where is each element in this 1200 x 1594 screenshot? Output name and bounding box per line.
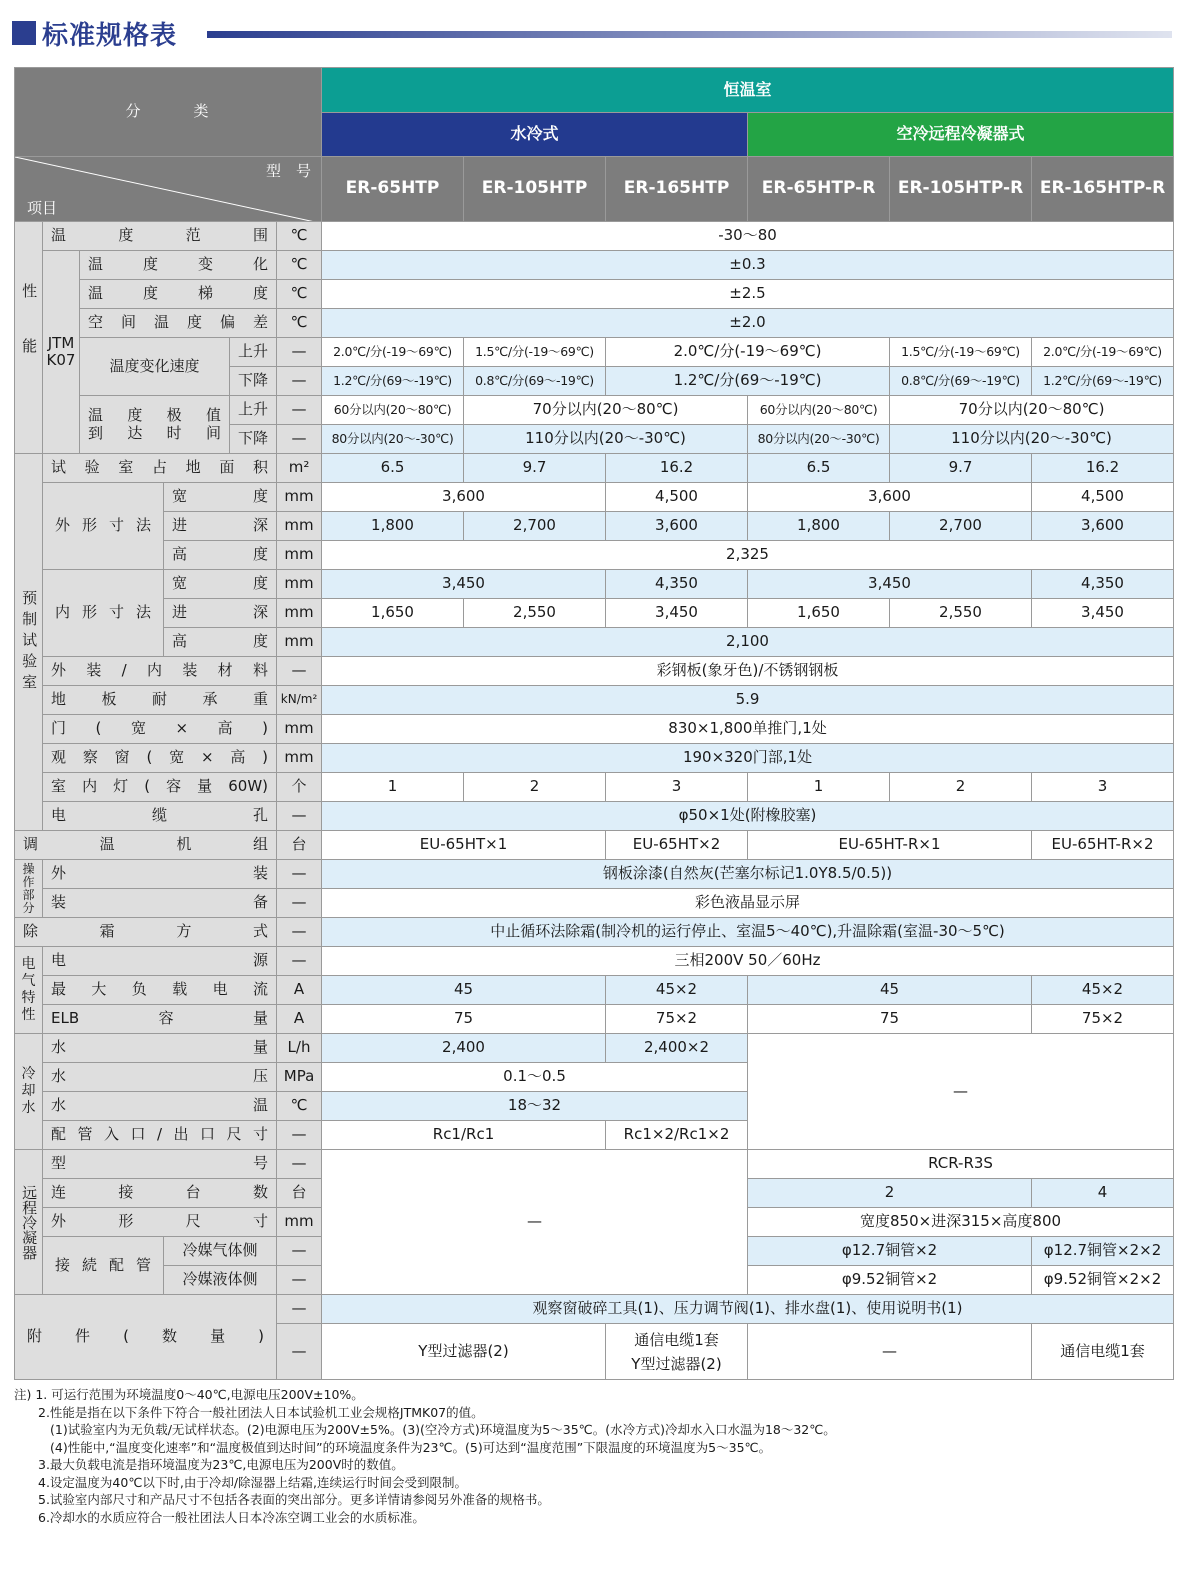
- defrost-unit: —: [277, 918, 322, 947]
- item-label: 项目: [27, 198, 58, 217]
- unit-value: EU-65HT-R×1: [748, 831, 1032, 860]
- water-volume-unit: L/h: [277, 1034, 322, 1063]
- exterior-value: 钢板涂漆(自然灰(芒塞尔标记1.0Y8.5/0.5)): [322, 860, 1174, 889]
- power-label: 电源: [43, 947, 277, 976]
- title-square-icon: [12, 21, 36, 45]
- outer-depth-value: 2,700: [890, 512, 1032, 541]
- water-pressure-value: 0.1～0.5: [322, 1063, 748, 1092]
- power-value: 三相200V 50／60Hz: [322, 947, 1174, 976]
- cable-hole-label: 电缆孔: [43, 802, 277, 831]
- reach-up-unit: —: [277, 396, 322, 425]
- material-unit: —: [277, 657, 322, 686]
- elb-value: 75: [748, 1005, 1032, 1034]
- condenser-na: —: [322, 1150, 748, 1295]
- inner-depth-label: 进深: [164, 599, 277, 628]
- model-er-105htp-r: ER-105HTP-R: [890, 157, 1032, 222]
- reach-up-value: 70分以内(20～80℃): [890, 396, 1174, 425]
- rate-down-value: 1.2℃/分(69～-19℃): [322, 367, 464, 396]
- water-volume-value: 2,400: [322, 1034, 606, 1063]
- area-value: 16.2: [1032, 454, 1174, 483]
- current-label: 最大负载电流: [43, 976, 277, 1005]
- model-er-65htp: ER-65HTP: [322, 157, 464, 222]
- accessory-filter-value: Y型过滤器(2): [322, 1324, 606, 1380]
- area-label: 试验室占地面积: [43, 454, 277, 483]
- rate-up-value: 1.5℃/分(-19～69℃): [890, 338, 1032, 367]
- unit-unit: 台: [277, 831, 322, 860]
- space-dev-value: ±2.0: [322, 309, 1174, 338]
- equipment-value: 彩色液晶显示屏: [322, 889, 1174, 918]
- water-cooled-header: 水冷式: [322, 113, 748, 157]
- space-dev-unit: ℃: [277, 309, 322, 338]
- outer-depth-value: 1,800: [322, 512, 464, 541]
- pipe-size-value: Rc1/Rc1: [322, 1121, 606, 1150]
- inner-width-value: 4,350: [1032, 570, 1174, 599]
- note-line: 2.性能是指在以下条件下符合一般社团法人日本试验机工业会规格JTMK07的值。: [38, 1404, 484, 1420]
- condenser-count-label: 连接台数: [43, 1179, 277, 1208]
- title-gradient-line: [207, 31, 1172, 38]
- rate-down-value: 1.2℃/分(69～-19℃): [1032, 367, 1174, 396]
- electric-group-label: 电气特性: [15, 947, 43, 1034]
- elb-value: 75×2: [1032, 1005, 1174, 1034]
- temp-range-label: 温度范围: [43, 222, 277, 251]
- light-value: 3: [1032, 773, 1174, 802]
- outer-depth-label: 进深: [164, 512, 277, 541]
- rate-up-value: 2.0℃/分(-19～69℃): [606, 338, 890, 367]
- notes: [14, 1386, 836, 1526]
- current-value: 45: [322, 976, 606, 1005]
- condenser-count-value: 4: [1032, 1179, 1174, 1208]
- spec-table: [14, 67, 1174, 1380]
- area-value: 9.7: [464, 454, 606, 483]
- water-pressure-label: 水压: [43, 1063, 277, 1092]
- unit-label: 调温机组: [15, 831, 277, 860]
- current-value: 45×2: [606, 976, 748, 1005]
- defrost-label: 除霜方式: [15, 918, 277, 947]
- inner-dim-label: 内形寸法: [43, 570, 164, 657]
- accessory-common-value: 观察窗破碎工具(1)、压力调节阀(1)、排水盘(1)、使用说明书(1): [322, 1295, 1174, 1324]
- area-value: 16.2: [606, 454, 748, 483]
- rate-down-value: 0.8℃/分(69～-19℃): [890, 367, 1032, 396]
- model-item-corner: [15, 157, 322, 222]
- inner-width-unit: mm: [277, 570, 322, 599]
- condenser-count-value: 2: [748, 1179, 1032, 1208]
- liquid-side-unit: —: [277, 1266, 322, 1295]
- outer-height-label: 高度: [164, 541, 277, 570]
- temp-fluct-unit: ℃: [277, 251, 322, 280]
- condenser-count-unit: 台: [277, 1179, 322, 1208]
- exterior-label: 外装: [43, 860, 277, 889]
- area-unit: m²: [277, 454, 322, 483]
- condenser-model-label: 型号: [43, 1150, 277, 1179]
- outer-height-value: 2,325: [322, 541, 1174, 570]
- rate-down-value: 0.8℃/分(69～-19℃): [464, 367, 606, 396]
- power-unit: —: [277, 947, 322, 976]
- area-value: 6.5: [322, 454, 464, 483]
- page-title: 标准规格表: [42, 21, 178, 51]
- reach-down-value: 110分以内(20～-30℃): [464, 425, 748, 454]
- window-value: 190×320门部,1处: [322, 744, 1174, 773]
- condenser-size-label: 外形尺寸: [43, 1208, 277, 1237]
- model-er-165htp: ER-165HTP: [606, 157, 748, 222]
- outer-width-value: 4,500: [606, 483, 748, 512]
- inner-height-unit: mm: [277, 628, 322, 657]
- elb-value: 75: [322, 1005, 606, 1034]
- water-temp-value: 18～32: [322, 1092, 748, 1121]
- outer-depth-value: 2,700: [464, 512, 606, 541]
- liquid-side-value: φ9.52铜管×2: [748, 1266, 1032, 1295]
- reach-label-line2: 到达时间: [88, 423, 221, 442]
- inner-height-label: 高度: [164, 628, 277, 657]
- outer-width-label: 宽度: [164, 483, 277, 512]
- note-line: 注) 1. 可运行范围为环境温度0～40℃,电源电压200V±10%。: [14, 1387, 364, 1402]
- accessory-comm-line1: 通信电缆1套: [634, 1330, 719, 1349]
- temp-range-unit: ℃: [277, 222, 322, 251]
- outer-depth-unit: mm: [277, 512, 322, 541]
- light-label: 室内灯(容量60W): [43, 773, 277, 802]
- accessory-comm-line2: Y型过滤器(2): [631, 1354, 722, 1373]
- note-line: (1)试验室内为无负载/无试样状态。(2)电源电压为200V±5%。(3)(空冷方式)环境温度为5～35℃。(水冷方式)冷却水入口水温为18～32℃。: [50, 1422, 836, 1437]
- outer-depth-value: 1,800: [748, 512, 890, 541]
- rate-down-unit: —: [277, 367, 322, 396]
- category-header: 分 类: [15, 68, 322, 157]
- elb-label: ELB容量: [43, 1005, 277, 1034]
- window-unit: mm: [277, 744, 322, 773]
- unit-value: EU-65HT×1: [322, 831, 606, 860]
- door-value: 830×1,800单推门,1处: [322, 715, 1174, 744]
- reach-down-label: 下降: [230, 425, 277, 454]
- model-er-105htp: ER-105HTP: [464, 157, 606, 222]
- elb-value: 75×2: [606, 1005, 748, 1034]
- rate-up-unit: —: [277, 338, 322, 367]
- inner-height-value: 2,100: [322, 628, 1174, 657]
- water-temp-unit: ℃: [277, 1092, 322, 1121]
- gas-side-value: φ12.7铜管×2: [748, 1237, 1032, 1266]
- accessory-common-unit: —: [277, 1295, 322, 1324]
- outer-width-value: 3,600: [748, 483, 1032, 512]
- pipe-size-label: 配管入口/出口尺寸: [43, 1121, 277, 1150]
- water-pressure-unit: MPa: [277, 1063, 322, 1092]
- unit-value: EU-65HT-R×2: [1032, 831, 1174, 860]
- gas-side-label: 冷媒气体侧: [164, 1237, 277, 1266]
- inner-width-value: 3,450: [322, 570, 606, 599]
- model-label: 型 号: [266, 162, 312, 180]
- outer-width-value: 3,600: [322, 483, 606, 512]
- rate-down-label: 下降: [230, 367, 277, 396]
- accessory-extra-unit: —: [277, 1324, 322, 1380]
- floor-load-unit: kN/m²: [277, 686, 322, 715]
- outer-width-unit: mm: [277, 483, 322, 512]
- defrost-value: 中止循环法除霜(制冷机的运行停止、室温5～40℃),升温除霜(室温-30～5℃): [322, 918, 1174, 947]
- exterior-unit: —: [277, 860, 322, 889]
- equipment-label: 装备: [43, 889, 277, 918]
- light-value: 1: [748, 773, 890, 802]
- model-er-165htp-r: ER-165HTP-R: [1032, 157, 1174, 222]
- water-volume-label: 水量: [43, 1034, 277, 1063]
- liquid-side-value: φ9.52铜管×2×2: [1032, 1266, 1174, 1295]
- light-value: 1: [322, 773, 464, 802]
- condenser-size-value: 宽度850×进深315×高度800: [748, 1208, 1174, 1237]
- temp-fluct-value: ±0.3: [322, 251, 1174, 280]
- equipment-unit: —: [277, 889, 322, 918]
- reach-up-value: 60分以内(20～80℃): [748, 396, 890, 425]
- operation-group-label: 操作部分: [15, 860, 43, 918]
- reach-down-value: 80分以内(20～-30℃): [748, 425, 890, 454]
- reach-up-label: 上升: [230, 396, 277, 425]
- rate-up-value: 2.0℃/分(-19～69℃): [1032, 338, 1174, 367]
- note-line: 4.设定温度为40℃以下时,由于冷却/除湿器上结霜,连续运行时间会受到限制。: [38, 1474, 468, 1490]
- rate-up-label: 上升: [230, 338, 277, 367]
- current-value: 45×2: [1032, 976, 1174, 1005]
- temp-grad-value: ±2.5: [322, 280, 1174, 309]
- accessory-na: —: [748, 1324, 1032, 1380]
- water-volume-value: 2,400×2: [606, 1034, 748, 1063]
- inner-width-label: 宽度: [164, 570, 277, 599]
- light-value: 3: [606, 773, 748, 802]
- inner-width-value: 3,450: [748, 570, 1032, 599]
- reach-up-value: 70分以内(20～80℃): [464, 396, 748, 425]
- rate-up-value: 1.5℃/分(-19～69℃): [464, 338, 606, 367]
- condenser-model-value: RCR-R3S: [748, 1150, 1174, 1179]
- outer-depth-value: 3,600: [606, 512, 748, 541]
- outer-width-value: 4,500: [1032, 483, 1174, 512]
- note-line: (4)性能中,“温度变化速率”和“温度极值到达时间”的环境温度条件为23℃。(5)可达到“温度范围”下限温度的环境温度为5～35℃。: [50, 1439, 772, 1455]
- light-unit: 个: [277, 773, 322, 802]
- door-label: 门(宽×高): [43, 715, 277, 744]
- jtm-label: JTM K07: [43, 251, 80, 454]
- inner-depth-value: 2,550: [890, 599, 1032, 628]
- unit-value: EU-65HT×2: [606, 831, 748, 860]
- reach-down-value: 80分以内(20～-30℃): [322, 425, 464, 454]
- outer-height-unit: mm: [277, 541, 322, 570]
- floor-load-value: 5.9: [322, 686, 1174, 715]
- inner-depth-value: 1,650: [322, 599, 464, 628]
- reach-label-line1: 温度极值: [88, 406, 221, 425]
- performance-group-label: 性能: [15, 222, 43, 454]
- note-line: 5.试验室内部尺寸和产品尺寸不包括各表面的突出部分。更多详情请参阅另外准备的规格书。: [38, 1492, 550, 1507]
- water-temp-label: 水温: [43, 1092, 277, 1121]
- temp-grad-unit: ℃: [277, 280, 322, 309]
- reach-down-unit: —: [277, 425, 322, 454]
- accessory-comm-value: 通信电缆1套: [1032, 1324, 1174, 1380]
- air-cooled-header: 空冷远程冷凝器式: [748, 113, 1174, 157]
- area-value: 6.5: [748, 454, 890, 483]
- room-group-label: 预制试验室: [15, 454, 43, 831]
- cooling-na: —: [748, 1034, 1174, 1150]
- inner-depth-value: 3,450: [606, 599, 748, 628]
- light-value: 2: [890, 773, 1032, 802]
- floor-load-label: 地板耐承重: [43, 686, 277, 715]
- current-value: 45: [748, 976, 1032, 1005]
- pipe-size-unit: —: [277, 1121, 322, 1150]
- condenser-size-unit: mm: [277, 1208, 322, 1237]
- reach-time-label: [80, 396, 230, 454]
- condenser-model-unit: —: [277, 1150, 322, 1179]
- note-line: 3.最大负载电流是指环境温度为23℃,电源电压为200V时的数值。: [38, 1457, 404, 1472]
- outer-dim-label: 外形寸法: [43, 483, 164, 570]
- rate-down-value: 1.2℃/分(69～-19℃): [606, 367, 890, 396]
- temp-range-value: -30～80: [322, 222, 1174, 251]
- temp-fluct-label: 温度变化: [80, 251, 277, 280]
- cable-hole-unit: —: [277, 802, 322, 831]
- reach-down-value: 110分以内(20～-30℃): [890, 425, 1174, 454]
- liquid-side-label: 冷媒液体侧: [164, 1266, 277, 1295]
- inner-depth-value: 3,450: [1032, 599, 1174, 628]
- cooling-group-label: 冷却水: [15, 1034, 43, 1150]
- area-value: 9.7: [890, 454, 1032, 483]
- gas-side-value: φ12.7铜管×2×2: [1032, 1237, 1174, 1266]
- material-value: 彩钢板(象牙色)/不锈钢钢板: [322, 657, 1174, 686]
- inner-depth-value: 2,550: [464, 599, 606, 628]
- cable-hole-value: φ50×1处(附橡胶塞): [322, 802, 1174, 831]
- temp-grad-label: 温度梯度: [80, 280, 277, 309]
- elb-unit: A: [277, 1005, 322, 1034]
- reach-up-value: 60分以内(20～80℃): [322, 396, 464, 425]
- rate-up-value: 2.0℃/分(-19～69℃): [322, 338, 464, 367]
- accessory-label: 附件(数量): [15, 1295, 277, 1380]
- outer-depth-value: 3,600: [1032, 512, 1174, 541]
- section-title-bar: [12, 17, 1172, 53]
- light-value: 2: [464, 773, 606, 802]
- inner-depth-value: 1,650: [748, 599, 890, 628]
- material-label: 外装/内装材料: [43, 657, 277, 686]
- window-label: 观察窗(宽×高): [43, 744, 277, 773]
- pipe-size-value: Rc1×2/Rc1×2: [606, 1121, 748, 1150]
- rate-label: 温度变化速度: [80, 338, 230, 396]
- piping-label: 接続配管: [43, 1237, 164, 1295]
- current-unit: A: [277, 976, 322, 1005]
- space-dev-label: 空间温度偏差: [80, 309, 277, 338]
- model-er-65htp-r: ER-65HTP-R: [748, 157, 890, 222]
- condenser-group-label: 远程冷凝器: [15, 1150, 43, 1295]
- chamber-header: 恒温室: [322, 68, 1174, 113]
- accessory-comm-filter-value: [606, 1324, 748, 1380]
- gas-side-unit: —: [277, 1237, 322, 1266]
- inner-depth-unit: mm: [277, 599, 322, 628]
- note-line: 6.冷却水的水质应符合一般社团法人日本冷冻空调工业会的水质标准。: [38, 1509, 425, 1525]
- door-unit: mm: [277, 715, 322, 744]
- inner-width-value: 4,350: [606, 570, 748, 599]
